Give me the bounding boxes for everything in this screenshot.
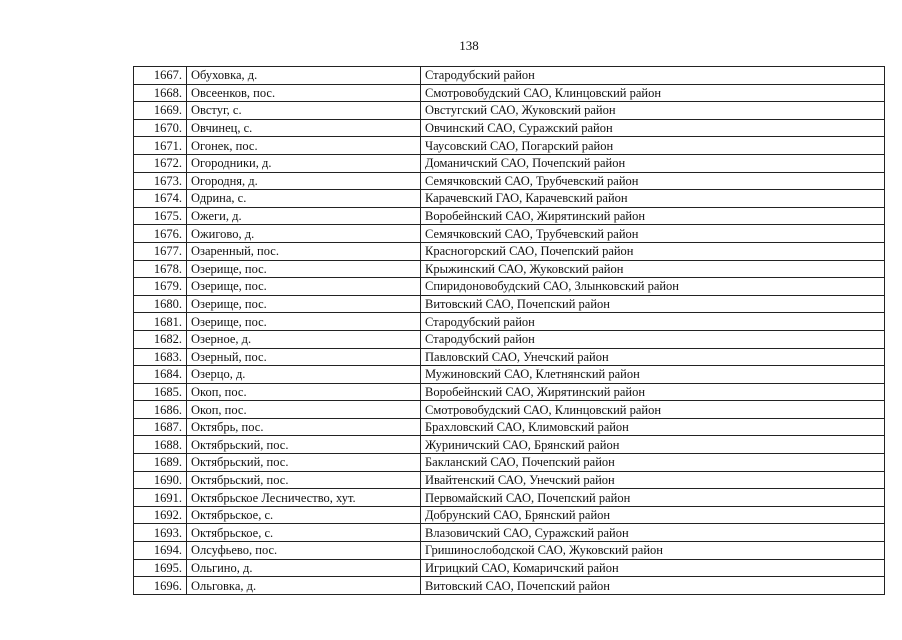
district-cell: Витовский САО, Почепский район xyxy=(421,295,885,313)
row-number-cell: 1684. xyxy=(134,366,187,384)
district-cell: Журиничский САО, Брянский район xyxy=(421,436,885,454)
district-cell: Семячковский САО, Трубчевский район xyxy=(421,172,885,190)
table-row xyxy=(134,454,885,472)
row-number-cell: 1681. xyxy=(134,313,187,331)
district-cell: Воробейнский САО, Жирятинский район xyxy=(421,207,885,225)
settlement-name-cell: Октябрьский, пос. xyxy=(187,436,421,454)
row-number-cell: 1687. xyxy=(134,418,187,436)
district-cell: Витовский САО, Почепский район xyxy=(421,577,885,595)
district-cell: Бакланский САО, Почепский район xyxy=(421,454,885,472)
settlement-name-cell: Ожеги, д. xyxy=(187,207,421,225)
district-cell: Стародубский район xyxy=(421,67,885,85)
settlement-name-cell: Ожигово, д. xyxy=(187,225,421,243)
table-row xyxy=(134,542,885,560)
district-cell: Семячковский САО, Трубчевский район xyxy=(421,225,885,243)
settlement-name-cell: Озерище, пос. xyxy=(187,295,421,313)
table-body xyxy=(134,67,885,595)
table-row xyxy=(134,190,885,208)
table-row xyxy=(134,295,885,313)
district-cell: Влазовичский САО, Суражский район xyxy=(421,524,885,542)
settlement-name-cell: Озаренный, пос. xyxy=(187,242,421,260)
district-cell: Смотровобудский САО, Клинцовский район xyxy=(421,84,885,102)
district-cell: Карачевский ГАО, Карачевский район xyxy=(421,190,885,208)
row-number-cell: 1669. xyxy=(134,102,187,120)
settlement-name-cell: Озерище, пос. xyxy=(187,278,421,296)
row-number-cell: 1694. xyxy=(134,542,187,560)
row-number-cell: 1691. xyxy=(134,489,187,507)
table-row xyxy=(134,225,885,243)
table-row xyxy=(134,489,885,507)
district-cell: Овчинский САО, Суражский район xyxy=(421,119,885,137)
settlement-name-cell: Озерное, д. xyxy=(187,330,421,348)
row-number-cell: 1667. xyxy=(134,67,187,85)
settlement-name-cell: Огородня, д. xyxy=(187,172,421,190)
settlement-name-cell: Озерище, пос. xyxy=(187,260,421,278)
table-row xyxy=(134,401,885,419)
table-row xyxy=(134,313,885,331)
settlement-name-cell: Обуховка, д. xyxy=(187,67,421,85)
settlement-name-cell: Октябрьское, с. xyxy=(187,506,421,524)
settlement-name-cell: Озерцо, д. xyxy=(187,366,421,384)
settlement-name-cell: Окоп, пос. xyxy=(187,401,421,419)
district-cell: Доманичский САО, Почепский район xyxy=(421,154,885,172)
row-number-cell: 1690. xyxy=(134,471,187,489)
row-number-cell: 1678. xyxy=(134,260,187,278)
row-number-cell: 1683. xyxy=(134,348,187,366)
settlement-name-cell: Овсеенков, пос. xyxy=(187,84,421,102)
settlement-name-cell: Овчинец, с. xyxy=(187,119,421,137)
table-row xyxy=(134,102,885,120)
table-row xyxy=(134,471,885,489)
table-row xyxy=(134,506,885,524)
district-cell: Гришинослободской САО, Жуковский район xyxy=(421,542,885,560)
table-row xyxy=(134,242,885,260)
table-row xyxy=(134,119,885,137)
district-cell: Красногорский САО, Почепский район xyxy=(421,242,885,260)
row-number-cell: 1668. xyxy=(134,84,187,102)
row-number-cell: 1679. xyxy=(134,278,187,296)
table-row xyxy=(134,207,885,225)
table-row xyxy=(134,366,885,384)
row-number-cell: 1695. xyxy=(134,559,187,577)
settlement-name-cell: Огонек, пос. xyxy=(187,137,421,155)
district-cell: Овстугский САО, Жуковский район xyxy=(421,102,885,120)
row-number-cell: 1688. xyxy=(134,436,187,454)
settlement-name-cell: Огородники, д. xyxy=(187,154,421,172)
row-number-cell: 1685. xyxy=(134,383,187,401)
table-row xyxy=(134,348,885,366)
row-number-cell: 1689. xyxy=(134,454,187,472)
page-number: 138 xyxy=(459,38,479,53)
settlement-name-cell: Окоп, пос. xyxy=(187,383,421,401)
settlement-name-cell: Озерище, пос. xyxy=(187,313,421,331)
district-cell: Игрицкий САО, Комаричский район xyxy=(421,559,885,577)
table-row xyxy=(134,260,885,278)
row-number-cell: 1673. xyxy=(134,172,187,190)
district-cell: Чаусовский САО, Погарский район xyxy=(421,137,885,155)
row-number-cell: 1693. xyxy=(134,524,187,542)
table-row xyxy=(134,559,885,577)
row-number-cell: 1672. xyxy=(134,154,187,172)
settlement-name-cell: Ольгино, д. xyxy=(187,559,421,577)
settlement-name-cell: Октябрьский, пос. xyxy=(187,454,421,472)
row-number-cell: 1677. xyxy=(134,242,187,260)
row-number-cell: 1682. xyxy=(134,330,187,348)
district-cell: Мужиновский САО, Клетнянский район xyxy=(421,366,885,384)
table-row xyxy=(134,172,885,190)
district-cell: Смотровобудский САО, Клинцовский район xyxy=(421,401,885,419)
table-row xyxy=(134,154,885,172)
row-number-cell: 1675. xyxy=(134,207,187,225)
table-row xyxy=(134,524,885,542)
district-cell: Спиридоновобудский САО, Злынковский район xyxy=(421,278,885,296)
settlement-name-cell: Ольговка, д. xyxy=(187,577,421,595)
row-number-cell: 1692. xyxy=(134,506,187,524)
settlement-name-cell: Овстуг, с. xyxy=(187,102,421,120)
district-cell: Воробейнский САО, Жирятинский район xyxy=(421,383,885,401)
row-number-cell: 1671. xyxy=(134,137,187,155)
row-number-cell: 1686. xyxy=(134,401,187,419)
settlement-name-cell: Октябрьское, с. xyxy=(187,524,421,542)
table-row xyxy=(134,67,885,85)
district-cell: Первомайский САО, Почепский район xyxy=(421,489,885,507)
table-row xyxy=(134,137,885,155)
district-cell: Павловский САО, Унечский район xyxy=(421,348,885,366)
settlement-name-cell: Октябрьский, пос. xyxy=(187,471,421,489)
settlement-name-cell: Октябрь, пос. xyxy=(187,418,421,436)
table-row xyxy=(134,577,885,595)
row-number-cell: 1670. xyxy=(134,119,187,137)
table-row xyxy=(134,84,885,102)
settlement-name-cell: Одрина, с. xyxy=(187,190,421,208)
row-number-cell: 1676. xyxy=(134,225,187,243)
district-cell: Стародубский район xyxy=(421,313,885,331)
district-cell: Крыжинский САО, Жуковский район xyxy=(421,260,885,278)
settlement-name-cell: Октябрьское Лесничество, хут. xyxy=(187,489,421,507)
settlement-name-cell: Озерный, пос. xyxy=(187,348,421,366)
row-number-cell: 1696. xyxy=(134,577,187,595)
table-row xyxy=(134,418,885,436)
district-cell: Добрунский САО, Брянский район xyxy=(421,506,885,524)
district-cell: Брахловский САО, Климовский район xyxy=(421,418,885,436)
settlement-name-cell: Олсуфьево, пос. xyxy=(187,542,421,560)
district-cell: Ивайтенский САО, Унечский район xyxy=(421,471,885,489)
district-cell: Стародубский район xyxy=(421,330,885,348)
row-number-cell: 1680. xyxy=(134,295,187,313)
table-row xyxy=(134,436,885,454)
settlements-table xyxy=(133,66,885,595)
table-row xyxy=(134,383,885,401)
row-number-cell: 1674. xyxy=(134,190,187,208)
table-row xyxy=(134,330,885,348)
table-row xyxy=(134,278,885,296)
